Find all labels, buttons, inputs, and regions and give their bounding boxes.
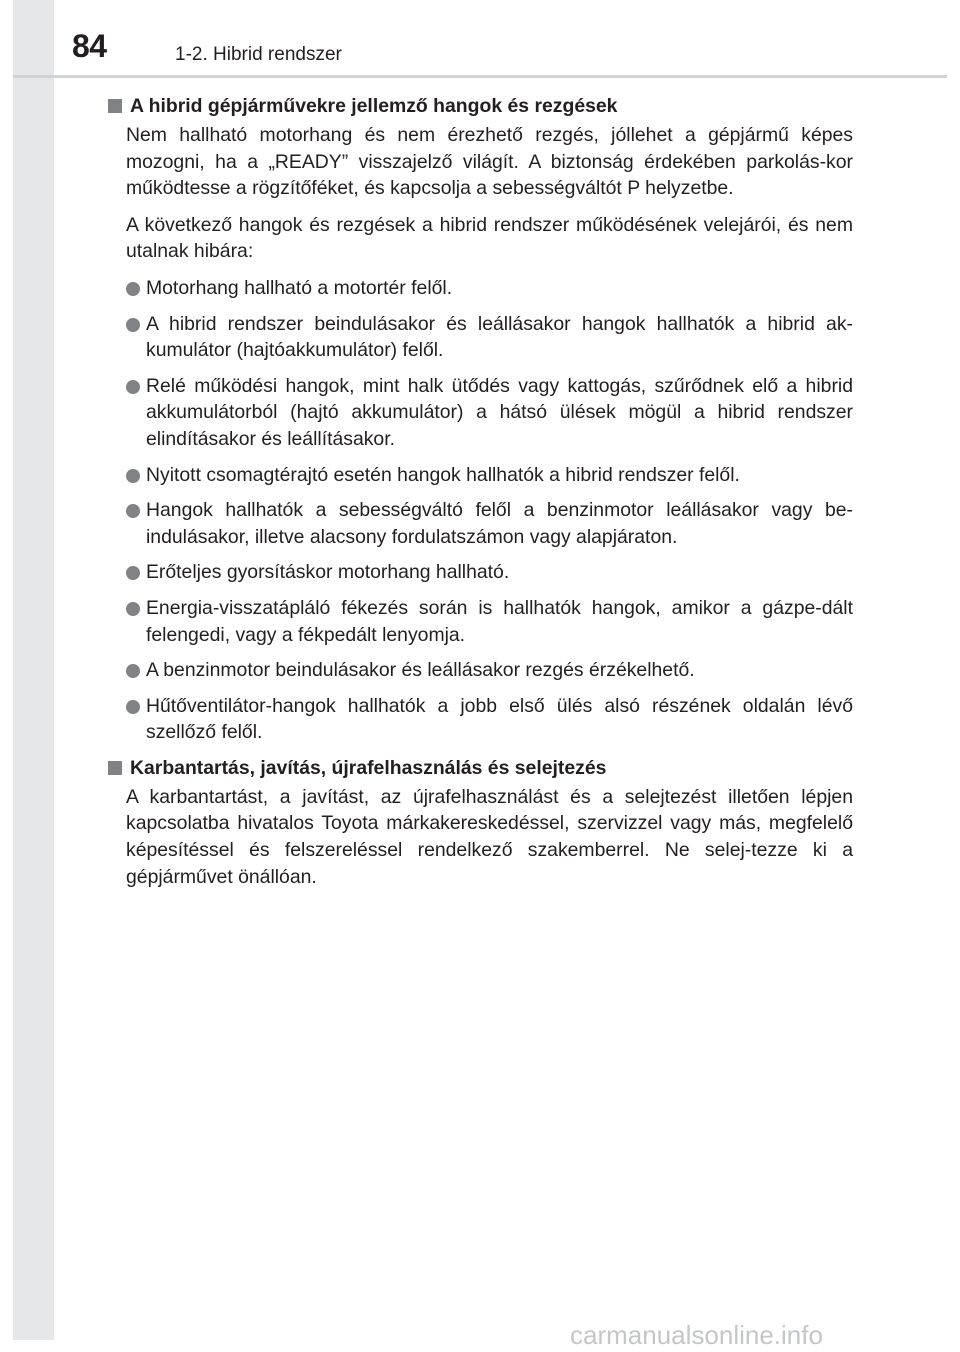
page-content xyxy=(108,93,853,900)
section-heading-sounds xyxy=(108,93,853,119)
circle-bullet-icon xyxy=(126,318,140,332)
list-item-text: Hűtőventilátor-hangok hallhatók a jobb első ülés alsó részének oldalán lévő szellőző felől. xyxy=(146,694,853,744)
square-bullet-icon xyxy=(108,99,122,113)
list-item-text: Motorhang hallható a motortér felől. xyxy=(146,276,453,299)
circle-bullet-icon xyxy=(126,566,140,580)
watermark-text: carmanualsonline.info xyxy=(570,1320,823,1350)
list-item xyxy=(126,657,853,684)
list-item-text: A benzinmotor beindulásakor és leállásakor rezgés érzékelhető. xyxy=(146,659,695,682)
side-band xyxy=(13,0,54,1340)
paragraph: A következő hangok és rezgések a hibrid rendszer működésének velejárói, és nem utalnak hibára: xyxy=(126,213,853,263)
circle-bullet-icon xyxy=(126,504,140,518)
square-bullet-icon xyxy=(108,761,122,775)
list-item xyxy=(126,497,853,550)
section-heading-text: Karbantartás, javítás, újrafelhasználás és selejtezés xyxy=(130,756,607,779)
list-item-text: A hibrid rendszer beindulásakor és leállásakor hangok hallhatók a hibrid ak-kumulátor (hajtóakkumulátor) felől. xyxy=(146,312,853,362)
chapter-title: 1-2. Hibrid rendszer xyxy=(175,44,342,65)
list-item-text: Hangok hallhatók a sebességváltó felől a benzinmotor leállásakor vagy be-indulásakor, illetve alacsony fordulatszámon vagy alapjáraton. xyxy=(146,499,853,548)
list-item xyxy=(126,693,853,746)
list-item xyxy=(126,311,853,364)
circle-bullet-icon xyxy=(126,602,140,616)
paragraph: Nem hallható motorhang és nem érezhető rezgés, jóllehet a gépjármű képes mozogni, ha a „READY” visszajelző világít. A biztonság érdekében parkolás-kor működtesse a rögzítőféket, és kapcsolja a sebességváltót P helyzetbe. xyxy=(126,124,853,200)
list-item xyxy=(126,595,853,648)
page-number: 84 xyxy=(72,28,107,64)
list-item xyxy=(126,559,853,586)
list-item xyxy=(126,462,853,489)
circle-bullet-icon xyxy=(126,700,140,714)
list-item-text: Nyitott csomagtérajtó esetén hangok hallhatók a hibrid rendszer felől. xyxy=(146,463,740,486)
circle-bullet-icon xyxy=(126,380,140,394)
circle-bullet-icon xyxy=(126,664,140,678)
list-item xyxy=(126,275,853,302)
list-item-text: Energia-visszatápláló fékezés során is hallhatók hangok, amikor a gázpe-dált felengedi, vagy a fékpedált lenyomja. xyxy=(146,596,853,646)
paragraph: A karbantartást, a javítást, az újrafelhasználást és a selejtezést illetően lépjen kapcsolatba hivatalos Toyota márkakereskedéssel, szervizzel vagy más, megfelelő képesítéssel és felszereléssel rendelkező szakemberrel. Ne selej-tezze ki a gépjárművet önállóan. xyxy=(126,785,853,888)
list-item-text: Relé működési hangok, mint halk ütődés vagy kattogás, szűrődnek elő a hibrid akkumulátorból (hajtó akkumulátor) a hátsó ülések mögül a hibrid rendszer elindításakor és leállításakor. xyxy=(146,374,853,450)
circle-bullet-icon xyxy=(126,282,140,296)
section-heading-text: A hibrid gépjárművekre jellemző hangok és rezgések xyxy=(130,95,618,117)
header-divider xyxy=(13,75,947,78)
list-item-text: Erőteljes gyorsításkor motorhang hallható. xyxy=(146,561,510,584)
circle-bullet-icon xyxy=(126,469,140,483)
list-item xyxy=(126,373,853,453)
section-heading-maintenance xyxy=(108,755,853,781)
